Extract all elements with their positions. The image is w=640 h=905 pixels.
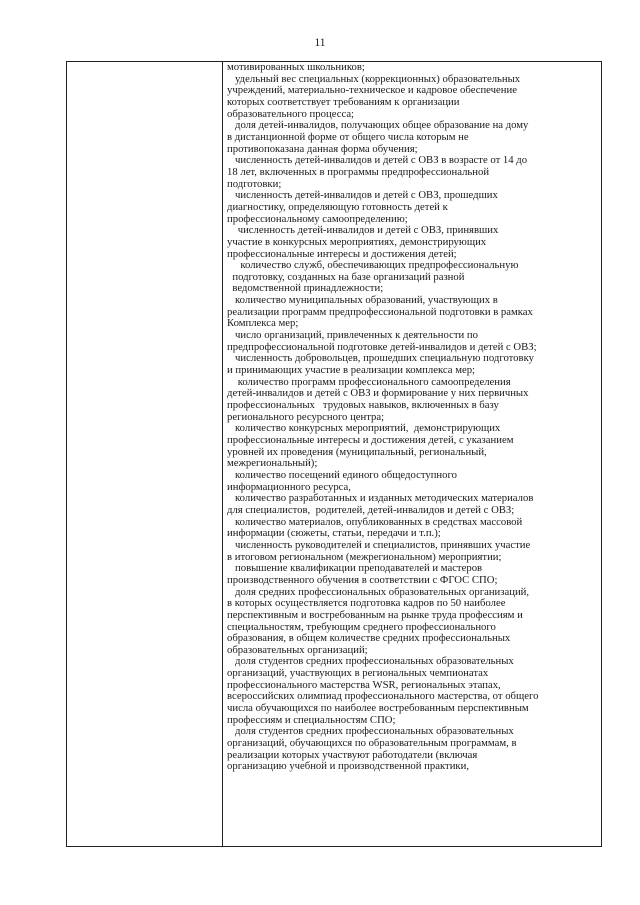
text-line: в которых осуществляется подготовка кадров по 50 наиболее [227,597,506,610]
text-line: предпрофессиональной подготовке детей-инвалидов и детей с ОВЗ; [227,340,537,353]
text-line: организаций, участвующих в региональных чемпионатах [227,667,489,680]
column-divider [222,62,223,846]
text-line: подготовки; [227,177,282,190]
text-line: численность детей-инвалидов и детей с ОВЗ, принявших [227,224,499,237]
text-line: профессиональному самоопределению; [227,212,408,225]
text-line: которых соответствует требованиям к организации [227,95,460,108]
text-line: профессиональные интересы и достижения детей; [227,247,457,260]
text-line: перспективным и востребованным на рынке труда профессиям и [227,608,523,621]
indicators-table [66,61,602,847]
text-line: численность руководителей и специалистов, принявших участие [227,538,531,551]
text-line: численность добровольцев, прошедших специальную подготовку [227,352,534,365]
text-line: реализации программ предпрофессиональной подготовки в рамках [227,305,533,318]
text-line: повышение квалификации преподавателей и мастеров [227,562,483,575]
text-line: для специалистов, родителей, детей-инвалидов и детей с ОВЗ; [227,503,515,516]
text-line: в итоговом региональном (межрегиональном) мероприятии; [227,550,502,563]
text-line: профессиональных трудовых навыков, включенных в базу [227,399,499,412]
text-line: детей-инвалидов и детей с ОВЗ и формирование у них первичных [227,387,529,400]
text-line: профессионального мастерства WSR, региональных этапах, [227,678,501,691]
text-line: удельный вес специальных (коррекционных) образовательных [227,72,521,85]
text-line: организаций, обучающихся по образовательным программам, в [227,737,517,750]
text-line: количество программ профессионального самоопределения [227,375,511,388]
text-line: 18 лет, включенных в программы предпрофессиональной [227,165,490,178]
text-line: информационного ресурса, [227,480,351,493]
text-line: количество конкурсных мероприятий, демонстрирующих [227,422,501,435]
text-line: уровней их проведения (муниципальный, региональный, [227,445,487,458]
text-line: доля средних профессиональных образовательных организаций, [227,585,530,598]
text-line: информации (сюжеты, статьи, передачи и т.п.); [227,527,441,540]
text-line: реализации которых участвуют работодатели (включая [227,748,478,761]
text-line: в дистанционной форме от общего числа которым не [227,130,469,143]
text-line: числа обучающихся по наиболее востребованным перспективным [227,702,529,715]
text-line: всероссийских олимпиад профессионального мастерства, от общего [227,690,539,703]
text-line: количество разработанных и изданных методических материалов [227,492,534,505]
indicators-cell [227,62,598,773]
text-line: количество муниципальных образований, участвующих в [227,294,498,307]
text-line: диагностику, определяющую готовность детей к [227,200,448,213]
text-line: противопоказана данная форма обучения; [227,142,418,155]
text-line: мотивированных школьников; [227,61,365,73]
text-line: количество посещений единого общедоступного [227,468,457,481]
text-line: производственного обучения в соответствии с ФГОС СПО; [227,573,498,586]
text-line: доля студентов средних профессиональных образовательных [227,725,514,738]
text-line: Комплекса мер; [227,317,299,330]
page-number: 11 [314,37,326,49]
text-line: учреждений, материально-техническое и кадровое обеспечение [227,84,517,97]
text-line: регионального ресурсного центра; [227,410,385,423]
text-line: доля детей-инвалидов, получающих общее образование на дому [227,119,529,132]
text-line: ведомственной принадлежности; [227,282,384,295]
text-line: численность детей-инвалидов и детей с ОВЗ, прошедших [227,189,498,202]
text-line: и принимающих участие в реализации комплекса мер; [227,364,476,377]
text-line: образовательных организаций; [227,643,368,656]
text-line: число организаций, привлеченных к деятельности по [227,329,478,342]
text-line: количество служб, обеспечивающих предпрофессиональную [227,259,519,272]
text-line: межрегиональный); [227,457,318,470]
text-line: образовательного процесса; [227,107,355,120]
text-line: численность детей-инвалидов и детей с ОВЗ в возрасте от 14 до [227,154,528,167]
text-line: образования, в общем количестве средних профессиональных [227,632,511,645]
text-line: профессиональные интересы и достижения детей, с указанием [227,434,514,446]
text-line: профессиям и специальностям СПО; [227,713,396,726]
text-line: доля студентов средних профессиональных образовательных [227,655,514,668]
text-line: специальностям, требующим среднего профессионального [227,620,496,633]
text-line: подготовку, созданных на базе организаций разной [227,270,465,283]
text-line: количество материалов, опубликованных в средствах массовой [227,515,523,528]
text-line: участие в конкурсных мероприятиях, демонстрирующих [227,235,487,248]
text-line: организацию учебной и производственной практики, [227,760,470,773]
